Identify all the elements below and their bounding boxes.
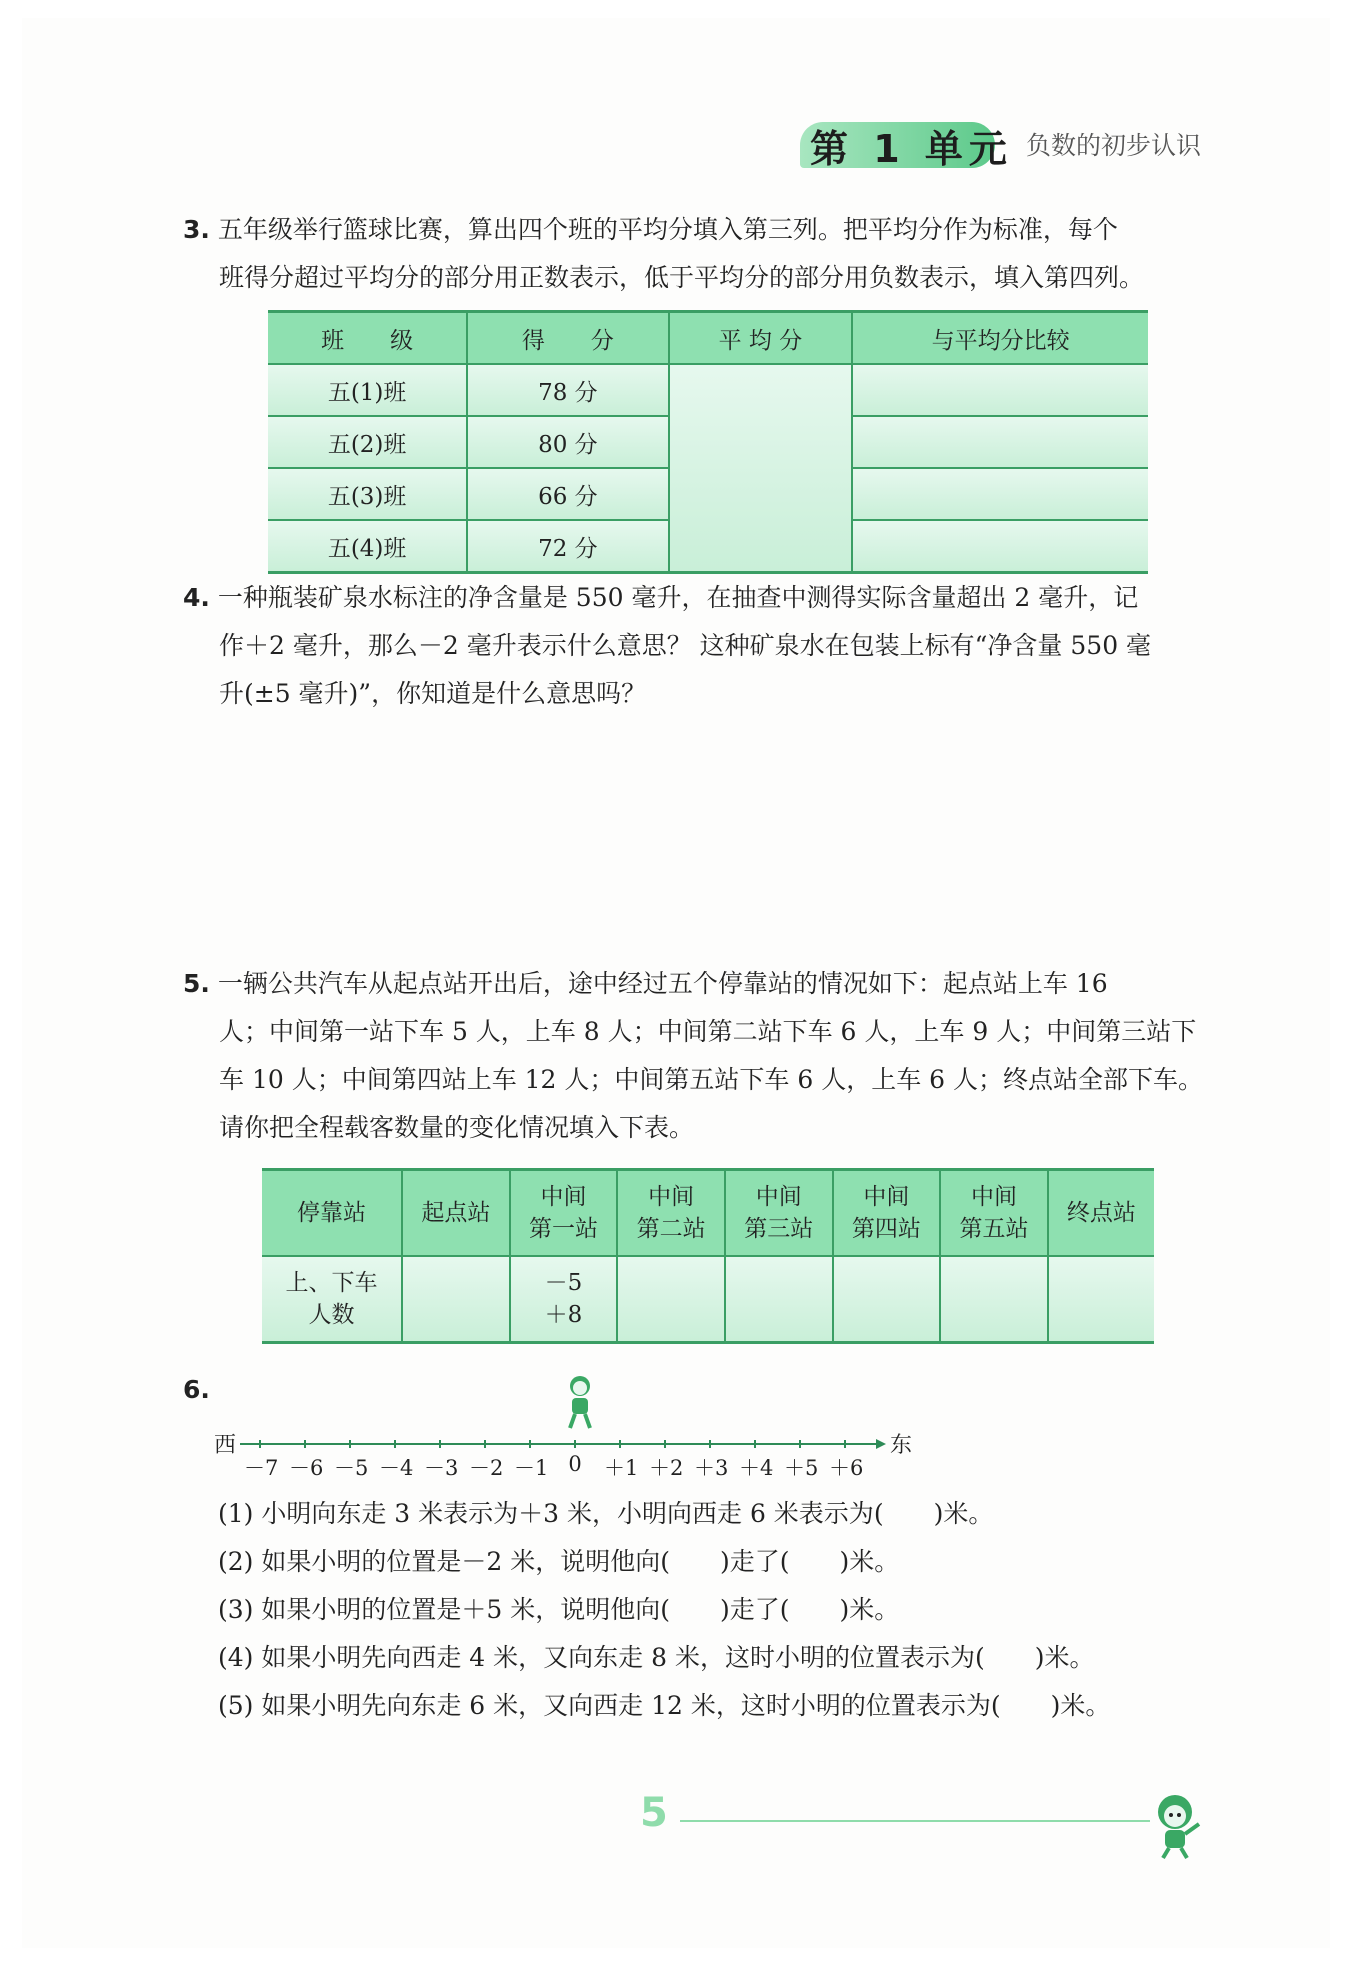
tick-label: ＋5 <box>784 1456 819 1480</box>
question-number: 6. <box>183 1375 210 1404</box>
tick-label: －5 <box>334 1456 369 1480</box>
question-text: 作＋2 毫升，那么－2 毫升表示什么意思？ 这种矿泉水在包装上标有“净含量 550 毫 <box>219 631 1152 660</box>
question-text: 班得分超过平均分的部分用正数表示，低于平均分的部分用负数表示，填入第四列。 <box>219 263 1145 292</box>
table-header: 中间 第四站 <box>833 1170 941 1257</box>
row-label: 上、下车 人数 <box>262 1256 402 1343</box>
table-header: 与平均分比较 <box>852 312 1148 365</box>
first-stop-cell: －5 ＋8 <box>510 1256 618 1343</box>
table-row <box>262 1256 1154 1343</box>
compare-answer-cell[interactable] <box>852 520 1148 573</box>
table-header: 终点站 <box>1048 1170 1154 1257</box>
table-header: 得 分 <box>467 312 668 365</box>
footer-line <box>680 1820 1150 1822</box>
tick-label: －7 <box>244 1456 279 1480</box>
question-3 <box>183 206 1213 302</box>
question-text: 升(±5 毫升)”，你知道是什么意思吗？ <box>219 679 647 708</box>
table-header: 中间 第二站 <box>617 1170 725 1257</box>
question-6 <box>183 1366 1213 1414</box>
answer-cell[interactable] <box>833 1256 941 1343</box>
tick-label: －4 <box>379 1456 414 1480</box>
tick-label: －6 <box>289 1456 324 1480</box>
compare-answer-cell[interactable] <box>852 468 1148 520</box>
bus-table <box>262 1168 1154 1344</box>
compare-answer-cell[interactable] <box>852 364 1148 416</box>
score-cell: 80 分 <box>467 416 668 468</box>
table-header: 起点站 <box>402 1170 510 1257</box>
answer-area[interactable] <box>219 730 1209 930</box>
table-header: 中间 第五站 <box>940 1170 1048 1257</box>
question-text: 人；中间第一站下车 5 人，上车 8 人；中间第二站下车 6 人，上车 9 人；中间第三站下 <box>219 1017 1197 1046</box>
question-number: 5. <box>183 969 210 998</box>
table-header: 中间 第一站 <box>510 1170 618 1257</box>
answer-cell[interactable] <box>1048 1256 1154 1343</box>
subquestion-3: (3) 如果小明的位置是＋5 米，说明他向( )走了( )米。 <box>218 1595 900 1624</box>
score-cell: 66 分 <box>467 468 668 520</box>
compare-answer-cell[interactable] <box>852 416 1148 468</box>
tick-label: ＋1 <box>604 1456 639 1480</box>
answer-cell[interactable] <box>617 1256 725 1343</box>
subquestion-4: (4) 如果小明先向西走 4 米，又向东走 8 米，这时小明的位置表示为( )米。 <box>218 1643 1095 1672</box>
question-number: 4. <box>183 583 210 612</box>
question-text: 请你把全程载客数量的变化情况填入下表。 <box>219 1113 695 1142</box>
answer-cell[interactable] <box>725 1256 833 1343</box>
table-row <box>268 364 1148 416</box>
class-cell: 五(2)班 <box>268 416 467 468</box>
question-text: 一种瓶装矿泉水标注的净含量是 550 毫升，在抽查中测得实际含量超出 2 毫升，记 <box>217 583 1139 612</box>
subquestion-5: (5) 如果小明先向东走 6 米，又向西走 12 米，这时小明的位置表示为( )米。 <box>218 1691 1111 1720</box>
table-header: 中间 第三站 <box>725 1170 833 1257</box>
number-line <box>240 1436 888 1452</box>
boy-figure-icon <box>560 1374 600 1432</box>
average-answer-cell[interactable] <box>669 364 853 573</box>
tick-label: ＋3 <box>694 1456 729 1480</box>
east-label: 东 <box>890 1433 913 1458</box>
tick-label: －1 <box>514 1456 549 1480</box>
page-number: 5 <box>640 1790 668 1836</box>
question-text: 五年级举行篮球比赛，算出四个班的平均分填入第三列。把平均分作为标准，每个 <box>217 215 1118 244</box>
answer-cell[interactable] <box>402 1256 510 1343</box>
answer-cell[interactable] <box>940 1256 1048 1343</box>
tick-label: ＋6 <box>829 1456 864 1480</box>
unit-subtitle: 负数的初步认识 <box>1026 131 1202 160</box>
class-cell: 五(4)班 <box>268 520 467 573</box>
subquestion-1: (1) 小明向东走 3 米表示为＋3 米，小明向西走 6 米表示为( )米。 <box>218 1499 994 1528</box>
table-header: 平 均 分 <box>669 312 853 365</box>
question-4 <box>183 574 1213 718</box>
question-text: 一辆公共汽车从起点站开出后，途中经过五个停靠站的情况如下：起点站上车 16 <box>217 969 1108 998</box>
table-header: 停靠站 <box>262 1170 402 1257</box>
score-cell: 72 分 <box>467 520 668 573</box>
question-text: 车 10 人；中间第四站上车 12 人；中间第五站下车 6 人，上车 6 人；终点站全部下车。 <box>219 1065 1204 1094</box>
tick-label: ＋4 <box>739 1456 774 1480</box>
unit-title: 第 1 单元 <box>810 127 1013 171</box>
score-cell: 78 分 <box>467 364 668 416</box>
tick-label: －2 <box>469 1456 504 1480</box>
class-cell: 五(1)班 <box>268 364 467 416</box>
question-5 <box>183 960 1213 1152</box>
west-label: 西 <box>214 1433 237 1458</box>
tick-label: ＋2 <box>649 1456 684 1480</box>
class-cell: 五(3)班 <box>268 468 467 520</box>
question-number: 3. <box>183 215 210 244</box>
score-table <box>268 310 1148 574</box>
table-header: 班 级 <box>268 312 467 365</box>
subquestion-2: (2) 如果小明的位置是－2 米，说明他向( )走了( )米。 <box>218 1547 900 1576</box>
tick-label: －3 <box>424 1456 459 1480</box>
tick-label: 0 <box>568 1452 582 1476</box>
mascot-icon <box>1145 1790 1205 1860</box>
